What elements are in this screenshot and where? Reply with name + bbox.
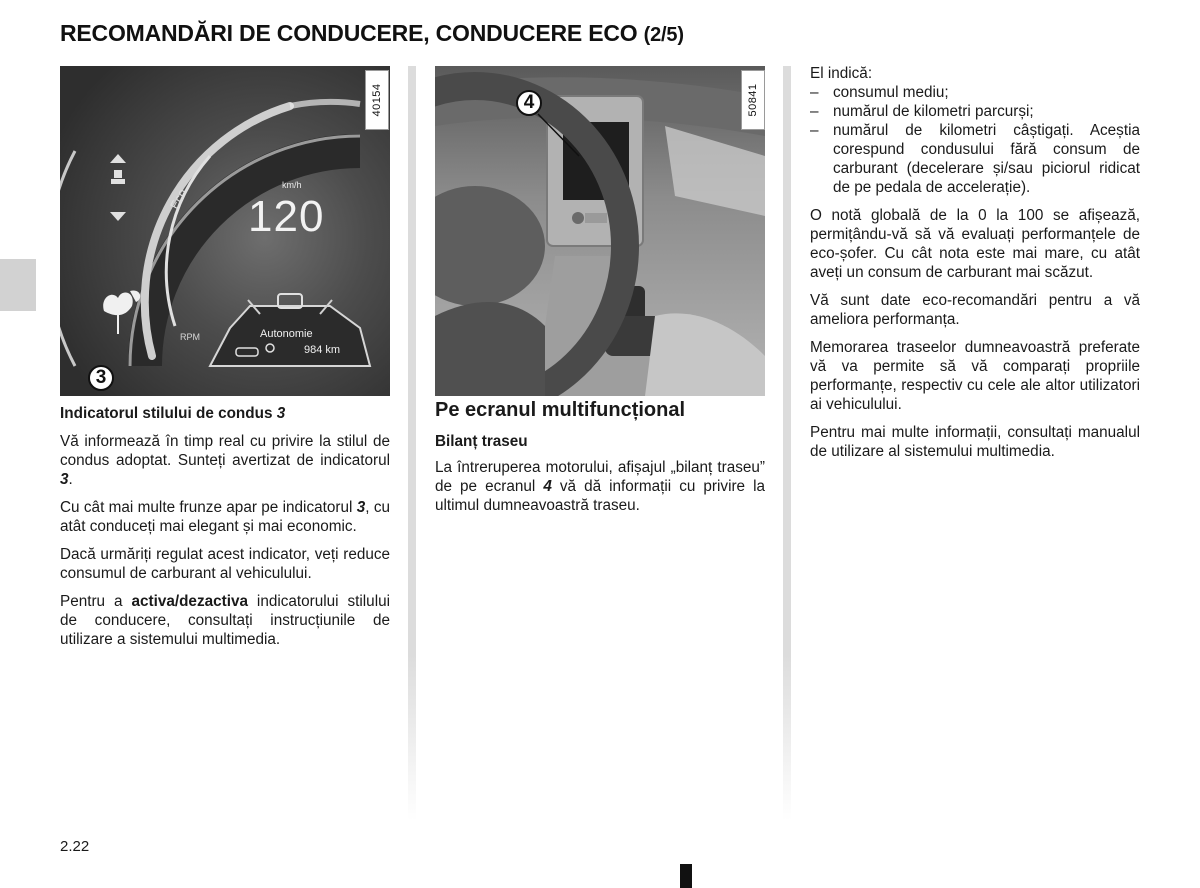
column-2-text: [435, 401, 765, 524]
column-3-text: [810, 64, 1140, 470]
paragraph: La întreruperea motorului, afișajul „bilanț traseu” de pe ecranul 4 vă dă informații cu privire la ultimul dumneavoastră traseu.: [435, 459, 766, 514]
inline-ref: 4: [543, 478, 552, 495]
speed-unit-label: km/h: [282, 180, 302, 190]
page-title: [60, 20, 684, 47]
figure-reference-code: 50841: [741, 70, 765, 130]
chapter-tab: [0, 259, 36, 311]
eco-gauge-label: Eco: [167, 186, 190, 212]
list-item: – consumul mediu;: [810, 83, 1140, 102]
sub-heading: Bilanț traseu: [435, 433, 528, 450]
indicator-list: [810, 83, 1140, 197]
rpm-label: RPM: [180, 332, 200, 342]
range-value: 984 km: [304, 344, 341, 356]
dashboard-screen-illustration: [435, 66, 765, 396]
paragraph: O notă globală de la 0 la 100 se afișează, permițându-vă să vă evaluați performanțele de eco-șofer. Cu cât nota este mai mare, cu atât aveți un consum de carburant mai scăzut.: [810, 207, 1140, 281]
page-part-indicator: (2/5): [643, 24, 684, 46]
figure-reference-code: 40154: [365, 70, 389, 130]
list-item: – numărul de kilometri parcurși;: [810, 102, 1140, 121]
column-divider-left: [408, 66, 416, 821]
column-1-text: [60, 404, 390, 658]
page-marker: [680, 864, 692, 888]
instrument-cluster-illustration: [60, 66, 390, 396]
page-number: 2.22: [60, 838, 90, 855]
paragraph: Memorarea traseelor dumneavoastră preferate vă va permite să vă comparați propriile performanțe, respectiv cu cele ale altor utilizatori ai vehiculului.: [810, 339, 1140, 413]
callout-3: 3: [88, 365, 114, 391]
list-intro: El indică:: [810, 65, 873, 82]
inline-bold: activa/dezactiva: [131, 593, 248, 610]
inline-ref: 3: [356, 499, 366, 516]
paragraph: Dacă urmăriți regulat acest indicator, veți reduce consumul de carburant al vehiculului.: [60, 546, 390, 582]
paragraph: Pentru a activa/dezactiva indicatorului stilului de conducere, consultați instrucțiunile de utilizare a sistemului multimedia.: [60, 593, 390, 648]
cluster-drawing: [60, 66, 390, 396]
column-divider-right: [783, 66, 791, 821]
range-label: Autonomie: [260, 328, 313, 340]
page-title-text: RECOMANDĂRI DE CONDUCERE, CONDUCERE ECO: [60, 20, 638, 46]
paragraph: Cu cât mai multe frunze apar pe indicatorul 3, cu atât conduceți mai elegant și mai economic.: [60, 499, 390, 535]
section-heading: Pe ecranul multifuncțional: [435, 399, 686, 421]
speed-readout: 120: [248, 192, 325, 241]
dashboard-drawing: [435, 66, 765, 396]
paragraph: Vă sunt date eco-recomandări pentru a vă ameliora performanța.: [810, 292, 1140, 328]
caption-ref: 3: [276, 405, 286, 422]
list-item: – numărul de kilometri câștigați. Aceștia corespund condusului fără consum de carburant (decelerare și/sau piciorul ridicat de pe pedala de accelerație).: [810, 121, 1140, 197]
figure-caption: Indicatorul stilului de condus 3: [60, 405, 286, 422]
paragraph: Vă informează în timp real cu privire la stilul de condus adoptat. Sunteți avertizat de indicatorul 3.: [60, 433, 390, 488]
callout-4: 4: [516, 90, 542, 116]
paragraph: Pentru mai multe informații, consultați manualul de utilizare al sistemului multimedia.: [810, 424, 1140, 460]
inline-ref: 3: [60, 471, 69, 488]
